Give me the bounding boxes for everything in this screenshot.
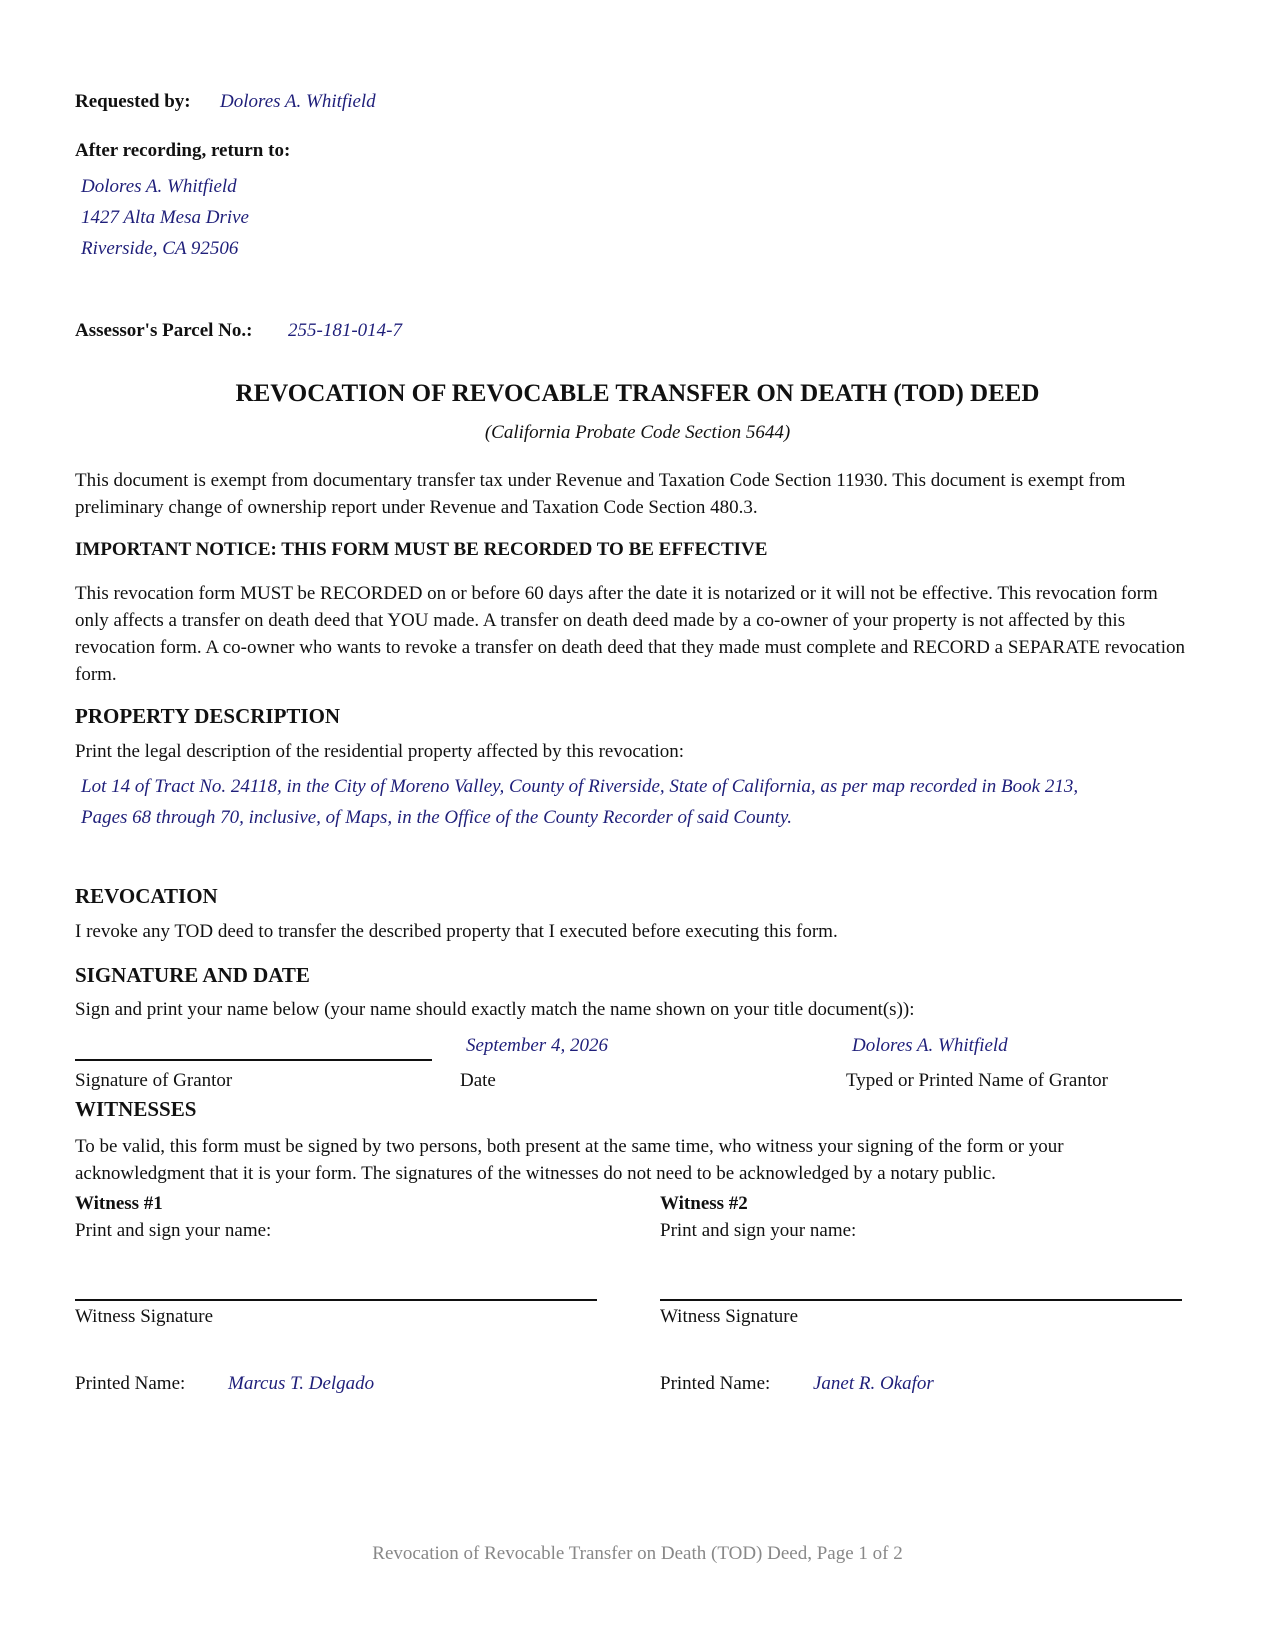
signature-date-value[interactable]: September 4, 2026 xyxy=(466,1035,608,1056)
revocation-heading: REVOCATION xyxy=(75,884,218,908)
witness2-printed-name-label: Printed Name: xyxy=(660,1373,771,1394)
witnesses-text: To be valid, this form must be signed by two persons, both present at the same time, who witness your signing of the form or your acknowledgment that it is your form. The signatures of the witnesses do not need to be acknowledged by a notary public. xyxy=(75,1136,1064,1184)
property-instruction: Print the legal description of the residential property affected by this revocation: xyxy=(75,741,685,762)
signature-heading: SIGNATURE AND DATE xyxy=(75,963,310,987)
property-description-line2[interactable]: Pages 68 through 70, inclusive, of Maps, in the Office of the County Recorder of said County. xyxy=(81,807,792,828)
witness2-printed-name-value[interactable]: Janet R. Okafor xyxy=(813,1373,934,1394)
return-name[interactable]: Dolores A. Whitfield xyxy=(81,176,237,197)
requested-by-value[interactable]: Dolores A. Whitfield xyxy=(220,91,376,112)
property-description-line1[interactable]: Lot 14 of Tract No. 24118, in the City of Moreno Valley, County of Riverside, State of California, as per map recorded in Book 213, xyxy=(81,776,1079,797)
notice-text: This revocation form MUST be RECORDED on or before 60 days after the date it is notarized or it will not be effective. This revocation form only affects a transfer on death deed that YOU made. A transfer on death deed made by a co-owner of your property is not affected by this revocation form. A co-owner who wants to revoke a transfer on death deed that they made must complete and RECORD a SEPARATE revocation form. xyxy=(75,583,1185,685)
signature-of-grantor-label: Signature of Grantor xyxy=(75,1070,233,1091)
exemption-text: This document is exempt from documentary transfer tax under Revenue and Taxation Code Section 11930. This document is exempt from preliminary change of ownership report under Revenue and Taxation Code Section 480.3. xyxy=(75,470,1126,518)
signature-instruction: Sign and print your name below (your name should exactly match the name shown on your title document(s)): xyxy=(75,999,915,1020)
return-street[interactable]: 1427 Alta Mesa Drive xyxy=(81,207,249,228)
witness1-printed-name-label: Printed Name: xyxy=(75,1373,186,1394)
witness1-instruction: Print and sign your name: xyxy=(75,1220,272,1241)
revocation-text: I revoke any TOD deed to transfer the described property that I executed before executing this form. xyxy=(75,921,838,942)
witness2-instruction: Print and sign your name: xyxy=(660,1220,857,1241)
witness1-printed-name-value[interactable]: Marcus T. Delgado xyxy=(228,1373,375,1394)
apn-value[interactable]: 255-181-014-7 xyxy=(288,320,402,341)
grantor-signature-line[interactable] xyxy=(75,1059,432,1061)
page-footer: Revocation of Revocable Transfer on Death (TOD) Deed, Page 1 of 2 xyxy=(372,1543,903,1564)
apn-label: Assessor's Parcel No.: xyxy=(75,320,253,341)
document-title: REVOCATION OF REVOCABLE TRANSFER ON DEATH (TOD) DEED xyxy=(235,380,1040,407)
witness2-signature-line[interactable] xyxy=(660,1299,1182,1301)
witness1-signature-label: Witness Signature xyxy=(75,1306,214,1327)
witnesses-heading: WITNESSES xyxy=(75,1097,197,1121)
witness1-signature-line[interactable] xyxy=(75,1299,597,1301)
grantor-name-value[interactable]: Dolores A. Whitfield xyxy=(852,1035,1008,1056)
return-to-label: After recording, return to: xyxy=(75,140,291,161)
requested-by-label: Requested by: xyxy=(75,91,191,112)
printed-name-grantor-label: Typed or Printed Name of Grantor xyxy=(846,1070,1108,1091)
return-city[interactable]: Riverside, CA 92506 xyxy=(81,238,239,259)
property-heading: PROPERTY DESCRIPTION xyxy=(75,704,341,728)
notice-heading: IMPORTANT NOTICE: THIS FORM MUST BE RECORDED TO BE EFFECTIVE xyxy=(75,539,768,560)
witness2-heading: Witness #2 xyxy=(660,1193,748,1214)
witness2-signature-label: Witness Signature xyxy=(660,1306,799,1327)
witness1-heading: Witness #1 xyxy=(75,1193,163,1214)
date-label: Date xyxy=(460,1070,496,1091)
document-subtitle: (California Probate Code Section 5644) xyxy=(484,422,791,443)
